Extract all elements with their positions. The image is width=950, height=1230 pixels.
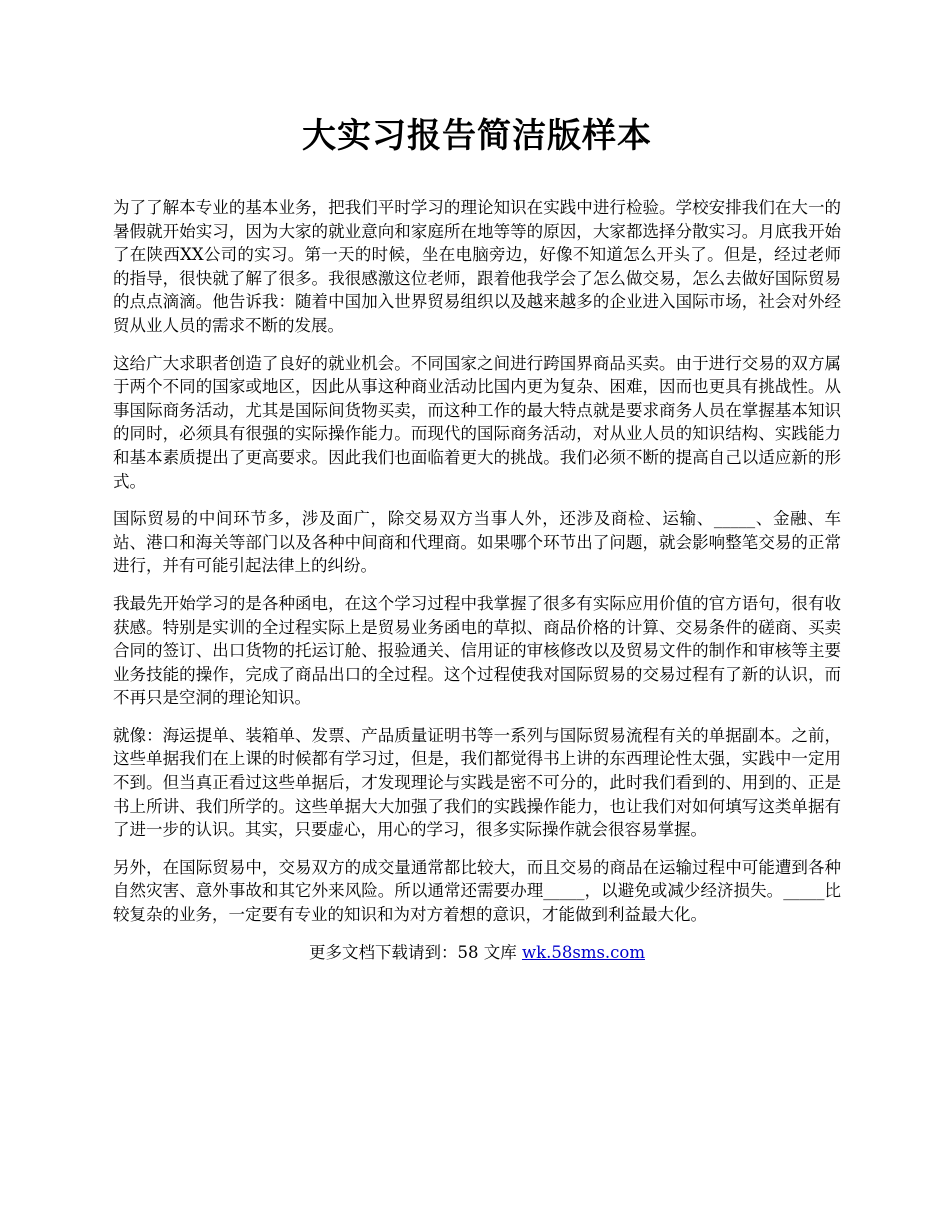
document-page (113, 112, 841, 965)
paragraph-4: 我最先开始学习的是各种函电，在这个学习过程中我掌握了很多有实际应用价值的官方语句，很有收获感。特别是实训的全过程实际上是贸易业务函电的草拟、商品价格的计算、交易条件的磋商、买卖合同的签订、出口货物的托运订舱、报验通关、信用证的审核修改以及贸易文件的制作和审核等主要业务技能的操作，完成了商品出口的全过程。这个过程使我对国际贸易的交易过程有了新的认识，而不再只是空洞的理论知识。 (113, 593, 841, 708)
footer-link[interactable]: wk.58sms.com (521, 942, 645, 962)
paragraph-2: 这给广大求职者创造了良好的就业机会。不同国家之间进行跨国界商品买卖。由于进行交易的双方属于两个不同的国家或地区，因此从事这种商业活动比国内更为复杂、困难，因而也更具有挑战性。从事国际商务活动，尤其是国际间货物买卖，而这种工作的最大特点就是要求商务人员在掌握基本知识的同时，必须具有很强的实际操作能力。而现代的国际商务活动，对从业人员的知识结构、实践能力和基本素质提出了更高要求。因此我们也面临着更大的挑战。我们必须不断的提高自己以适应新的形式。 (113, 353, 841, 491)
download-footer (113, 941, 841, 965)
paragraph-1: 为了了解本专业的基本业务，把我们平时学习的理论知识在实践中进行检验。学校安排我们在大一的暑假就开始实习，因为大家的就业意向和家庭所在地等等的原因，大家都选择分散实习。月底我开始了在陕西XX公司的实习。第一天的时候，坐在电脑旁边，好像不知道怎么开头了。但是，经过老师的指导，很快就了解了很多。我很感激这位老师，跟着他我学会了怎么做交易，怎么去做好国际贸易的点点滴滴。他告诉我：随着中国加入世界贸易组织以及越来越多的企业进入国际市场，社会对外经贸从业人员的需求不断的发展。 (113, 198, 841, 335)
footer-text: 更多文档下载请到：58 文库 (308, 942, 522, 962)
paragraph-5: 就像：海运提单、装箱单、发票、产品质量证明书等一系列与国际贸易流程有关的单据副本。之前，这些单据我们在上课的时候都有学习过，但是，我们都觉得书上讲的东西理论性太强，实践中一定用不到。但当真正看过这些单据后，才发现理论与实践是密不可分的，此时我们看到的、用到的、正是书上所讲、我们所学的。这些单据大大加强了我们的实践操作能力，也让我们对如何填写这类单据有了进一步的认识。其实，只要虚心，用心的学习，很多实际操作就会很容易掌握。 (113, 725, 841, 840)
paragraph-3: 国际贸易的中间环节多，涉及面广，除交易双方当事人外，还涉及商检、运输、_____、金融、车站、港口和海关等部门以及各种中间商和代理商。如果哪个环节出了问题，就会影响整笔交易的正常进行，并有可能引起法律上的纠纷。 (113, 509, 841, 576)
paragraph-6: 另外，在国际贸易中，交易双方的成交量通常都比较大，而且交易的商品在运输过程中可能遭到各种自然灾害、意外事故和其它外来风险。所以通常还需要办理_____，以避免或减少经济损失。_____比较复杂的业务，一定要有专业的知识和为对方着想的意识，才能做到利益最大化。 (113, 857, 841, 925)
document-title: 大实习报告简洁版样本 (302, 116, 652, 156)
